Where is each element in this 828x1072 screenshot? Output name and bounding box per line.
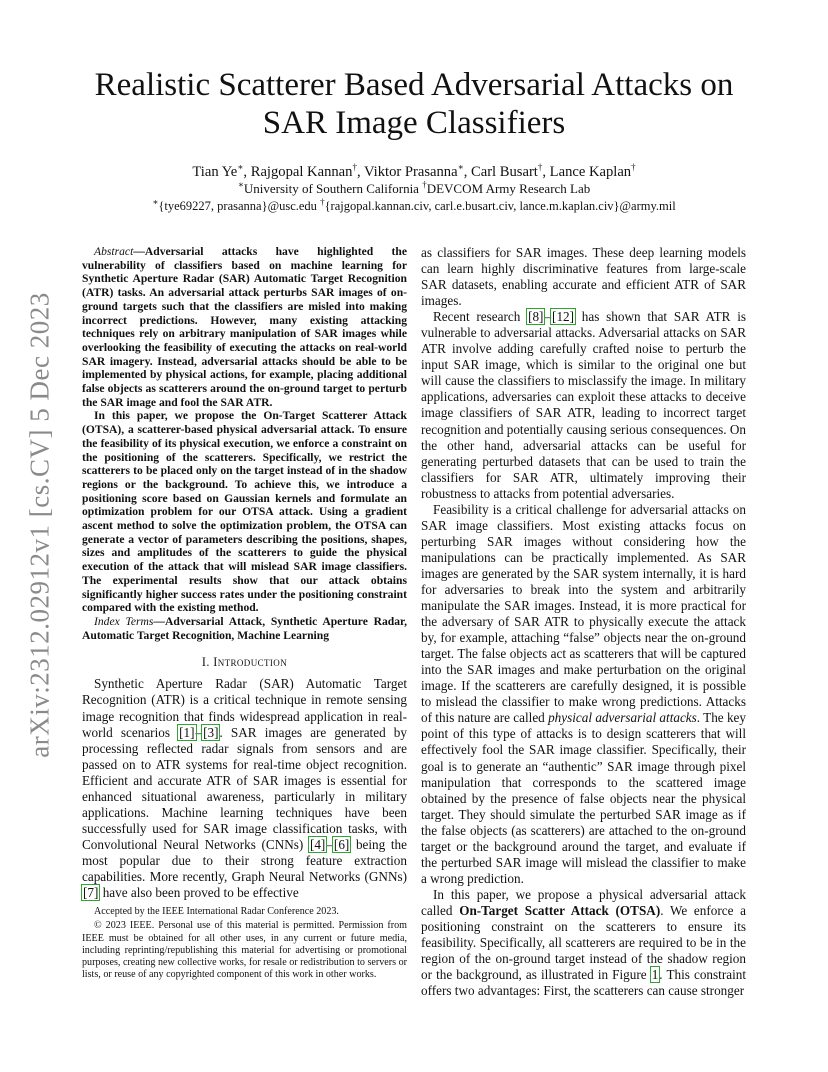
left-column [82, 245, 407, 901]
author-name: Lance Kaplan [549, 164, 632, 180]
abstract-text-1: —Adversarial attacks have highlighted the vulnerability of classifiers based on machine learning for Synthetic Aperture Radar (SAR) Automatic Target Recognition (ATR) tasks. An adversarial attack perturbs SAR images of on-ground targets such that the classifiers are misled into making incorrect predictions. However, many existing attacking techniques rely on arbitrary manipulation of SAR images while overlooking the feasibility of executing the attacks on real-world SAR imagery. Instead, adversarial attacks should be able to be implemented by physical actions, for example, placing additional false objects as scatterers around the on-ground target to perturb the SAR image and fool the SAR ATR. [82, 245, 407, 409]
author-name: Carl Busart [470, 164, 538, 180]
affil-mark: † [422, 179, 427, 190]
author-name: Rajgopal Kannan [250, 164, 353, 180]
index-terms [82, 615, 407, 642]
index-terms-text: —Adversarial Attack, Synthetic Aperture Radar, Automatic Target Recognition, Machine Learning [82, 614, 407, 642]
citation-link[interactable]: [6] [333, 836, 350, 852]
author-name: Tian Ye [192, 164, 238, 180]
citation-link[interactable]: [7] [83, 885, 99, 901]
intro-text: Recent research [433, 309, 528, 325]
citation-dash: – [544, 309, 552, 325]
email-usc: {tye69227, prasanna}@usc.edu [158, 199, 317, 213]
citation-dash: – [326, 836, 333, 852]
section-title: Introduction [213, 655, 288, 670]
affiliations [60, 180, 768, 197]
email-army: {rajgopal.kannan.civ, carl.e.busart.civ, lance.m.kaplan.civ}@army.mil [324, 199, 676, 213]
figure-link[interactable]: 1 [651, 967, 659, 983]
intro-paragraph-3 [421, 502, 746, 887]
arxiv-stamp-text: arXiv:2312.02912v1 [cs.CV] 5 Dec 2023 [24, 292, 55, 758]
section-heading-introduction [82, 654, 407, 670]
citation-link[interactable]: [12] [552, 309, 575, 325]
author-list: Tian Ye∗, Rajgopal Kannan†, Viktor Prasanna∗, Carl Busart†, Lance Kaplan† [192, 162, 636, 180]
title-line-2: SAR Image Classifiers [262, 105, 566, 141]
intro-text: Synthetic Aperture Radar (SAR) Automatic Target Recognition (ATR) is a critical technique in remote sensing image recognition that finds widespread application in real-world scenarios [82, 676, 407, 740]
intro-text: . This constraint offers two advantages: First, the scatterers can cause stronger [421, 967, 746, 999]
intro-text: . SAR images are generated by processing reflected radar signals from sensors and are passed on to ATR systems for real-time object recognition. Efficient and accurate ATR of SAR images is essential for enhanced situational awareness, particularly in military applications. Machine learning techniques have been successfully used for SAR image classification tasks, with Convolutional Neural Networks (CNNs) [82, 724, 407, 852]
method-name: On-Target Scatter Attack (OTSA) [459, 902, 661, 918]
intro-text: . The key point of this type of attacks is to design scatterers that will effectively fool the SAR image classifier. Specifically, their goal is to generate an “authentic” SAR image through pixel manipulation that corresponds to the scattered image obtained by the presence of false objects near the physical target. They should simulate the perturbed SAR image as if the false objects (as scatterers) are attached to the on-ground target or the background around the target, and evaluate if the perturbed SAR image will mislead the classifier to make a wrong prediction. [421, 710, 746, 886]
index-terms-label: Index Terms [94, 614, 154, 628]
paper-title [60, 66, 768, 142]
abstract-paragraph-1 [82, 245, 407, 409]
intro-text: . We enforce a positioning constraint on the scatterers to ensure its feasibility. Specifically, all scatterers are required to be in the region of the on-ground target instead of the shadow region or the background, as illustrated in Figure [421, 902, 746, 983]
author-mark: † [631, 162, 636, 173]
intro-text: being the most popular due to their strong feature extraction capabilities. More recently, Graph Neural Networks (GNNs) [82, 836, 407, 884]
abstract [82, 245, 407, 642]
citation-link[interactable]: [8] [528, 309, 544, 325]
intro-paragraph-4 [421, 887, 746, 999]
footnote-copyright: © 2023 IEEE. Personal use of this material is permitted. Permission from IEEE must be obtained for all other uses, in any current or future media, including reprinting/republishing this material for advertising or promotional purposes, creating new collective works, for resale or redistribution to servers or lists, or reuse of any copyrighted component of this work in other works. [82, 920, 407, 981]
affil-devcom: DEVCOM Army Research Lab [426, 181, 591, 196]
abstract-paragraph-2: In this paper, we propose the On-Target Scatterer Attack (OTSA), a scatterer-based physical adversarial attack. To ensure the feasibility of its physical execution, we enforce a constraint on the positioning of the scatterers. Specifically, we restrict the scatterers to be placed only on the target instead of in the shadow regions or the background. To achieve this, we introduce a positioning score based on Gaussian kernels and formulate an optimization problem for our OTSA attack. Using a gradient ascent method to solve the optimization problem, the OTSA can generate a vector of parameters describing the positions, shapes, sizes and amplitudes of the scatterers to guide the physical execution of the attack that will mislead SAR image classifiers. The experimental results show that our attack obtains significantly higher success rates under the positioning constraint compared with the existing method. [82, 409, 407, 615]
citation-link[interactable]: [1] [179, 724, 195, 740]
citation-link[interactable]: [3] [203, 724, 219, 740]
intro-paragraph-1-continued: as classifiers for SAR images. These deep learning models can learn highly discriminative features from large-scale SAR datasets, enabling accurate and efficient ATR of SAR images. [421, 245, 746, 309]
footnote-accepted: Accepted by the IEEE International Radar Conference 2023. [94, 906, 339, 917]
affil-usc: University of Southern California [243, 181, 419, 196]
right-column [421, 245, 746, 999]
intro-text: has shown that SAR ATR is vulnerable to adversarial attacks. Adversarial attacks on SAR ATR involve adding carefully crafted noise to perturb the input SAR image, which is similar to the original one but will cause the classifiers to misclassify the image. In military applications, adversaries can exploit these attacks to deceive image classifiers of SAR ATR, leading to incorrect target recognition and potentially causing serious consequences. On the other hand, adversarial attacks can be useful for generating perturbed datasets that can be used to train the classifiers for SAR ATR, ultimately improving their robustness to attacks from potential adversaries. [421, 309, 746, 501]
intro-paragraph-1 [82, 676, 407, 901]
email-mark: † [320, 196, 325, 207]
author-mark: ∗ [237, 162, 244, 173]
abstract-label: Abstract [94, 245, 134, 258]
intro-text: Feasibility is a critical challenge for adversarial attacks on SAR image classifiers. Most existing attacks focus on perturbing SAR images without considering how the manipulations can be practically implemented. As SAR images are generated by the SAR system internally, it is hard for adversaries to break into the system and arbitrarily manipulate the SAR images. Instead, it is more practical for the adversary of SAR ATR to physically execute the attack by, for example, attaching “false” objects near the on-ground target. The false objects act as scatterers that will be captured into the SAR images and make perturbation on the original image. If the scatterers are carefully designed, it is possible to mislead the classifier to make wrong predictions. Attacks of this nature are called [421, 501, 746, 726]
arxiv-stamp [14, 290, 66, 760]
intro-paragraph-2 [421, 309, 746, 502]
emphasis-term: physical adversarial attacks [548, 710, 697, 726]
affil-mark: ∗ [237, 179, 244, 190]
intro-text: have also been proved to be effective [99, 885, 299, 901]
author-emails [60, 198, 768, 215]
author-mark: † [352, 162, 357, 173]
title-line-1: Realistic Scatterer Based Adversarial Attacks on [94, 67, 734, 103]
author-name: Viktor Prasanna [364, 164, 458, 180]
author-mark: ∗ [457, 162, 464, 173]
section-numeral: I. [201, 655, 214, 670]
footnotes [82, 906, 407, 982]
citation-dash: – [195, 724, 203, 740]
intro-text: In this paper, we propose a physical adversarial attack called [421, 886, 746, 918]
author-mark: † [537, 162, 543, 173]
citation-link[interactable]: [4] [309, 836, 326, 852]
email-mark: ∗ [152, 196, 159, 207]
